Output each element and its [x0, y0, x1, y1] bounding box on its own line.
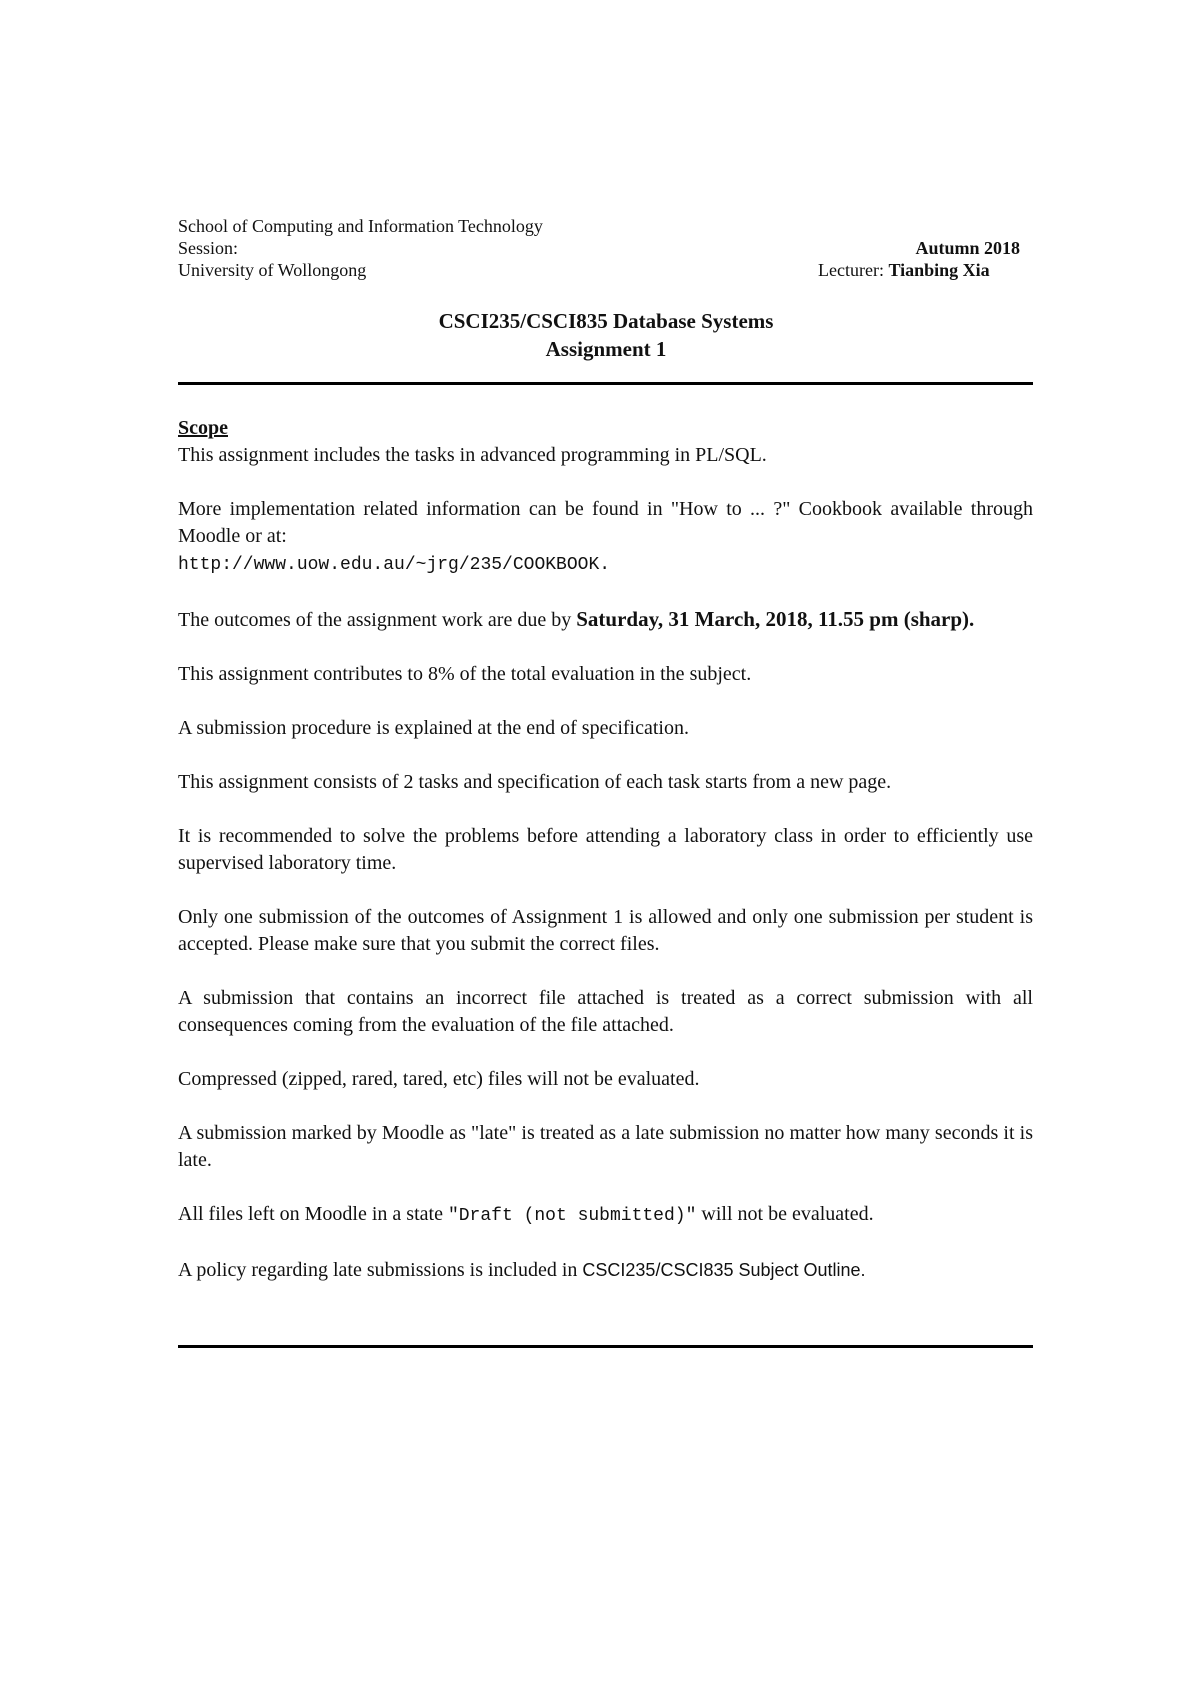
- cookbook-link[interactable]: http://www.uow.edu.au/~jrg/235/COOKBOOK.: [178, 555, 611, 575]
- header-row-school: [178, 215, 1034, 237]
- draft-suffix: will not be evaluated.: [696, 1203, 874, 1225]
- header-block: [178, 215, 1034, 281]
- top-divider: [178, 382, 1033, 385]
- university-name: University of Wollongong: [178, 260, 367, 280]
- lecturer: [818, 259, 990, 281]
- paragraph-incorrect-file: A submission that contains an incorrect file attached is treated as a correct submission with all consequences coming from the evaluation of the file attached.: [178, 987, 1033, 1036]
- paragraph-recommendation: It is recommended to solve the problems before attending a laboratory class in order to efficiently use supervised laboratory time.: [178, 825, 1033, 874]
- session-label: Session:: [178, 238, 239, 258]
- session-value: Autumn 2018: [915, 238, 1020, 258]
- subject-outline-reference: CSCI235/CSCI835 Subject Outline.: [582, 1260, 866, 1280]
- header-row-session: [178, 237, 1034, 259]
- paragraph-compressed-files: Compressed (zipped, rared, tared, etc) files will not be evaluated.: [178, 1068, 700, 1090]
- scope-heading: Scope: [178, 417, 228, 439]
- draft-prefix: All files left on Moodle in a state: [178, 1203, 448, 1225]
- cookbook-paragraph: [178, 496, 1033, 579]
- paragraph-task-count: This assignment consists of 2 tasks and specification of each task starts from a new page.: [178, 771, 892, 793]
- bottom-divider: [178, 1345, 1033, 1348]
- paragraph-late-submission: A submission marked by Moodle as "late" is treated as a late submission no matter how many seconds it is late.: [178, 1122, 1033, 1171]
- due-date: Saturday, 31 March, 2018, 11.55 pm (sharp).: [576, 607, 975, 631]
- document-title: [178, 307, 1034, 363]
- lecturer-name: Tianbing Xia: [888, 260, 990, 280]
- scope-section: [178, 415, 1033, 469]
- school-name: School of Computing and Information Technology: [178, 216, 543, 236]
- policy-prefix: A policy regarding late submissions is included in: [178, 1259, 583, 1281]
- scope-text: This assignment includes the tasks in advanced programming in PL/SQL.: [178, 444, 767, 466]
- paragraph-single-submission: Only one submission of the outcomes of Assignment 1 is allowed and only one submission per student is accepted. Please make sure that you submit the correct files.: [178, 906, 1033, 955]
- draft-paragraph: [178, 1201, 1033, 1230]
- due-paragraph: [178, 606, 1033, 634]
- paragraph-evaluation-weight: This assignment contributes to 8% of the total evaluation in the subject.: [178, 663, 752, 685]
- lecturer-label: Lecturer:: [818, 260, 889, 280]
- document-body: [178, 415, 1033, 1311]
- cookbook-text: More implementation related information can be found in "How to ... ?" Cookbook available through Moodle or at:: [178, 498, 1033, 547]
- header-row-university: [178, 259, 1034, 281]
- policy-paragraph: [178, 1257, 1033, 1284]
- assignment-title: Assignment 1: [545, 337, 667, 361]
- draft-state: "Draft (not submitted)": [447, 1206, 697, 1226]
- paragraph-submission-procedure: A submission procedure is explained at the end of specification.: [178, 717, 689, 739]
- due-prefix: The outcomes of the assignment work are due by: [178, 609, 577, 631]
- course-title: CSCI235/CSCI835 Database Systems: [438, 309, 774, 333]
